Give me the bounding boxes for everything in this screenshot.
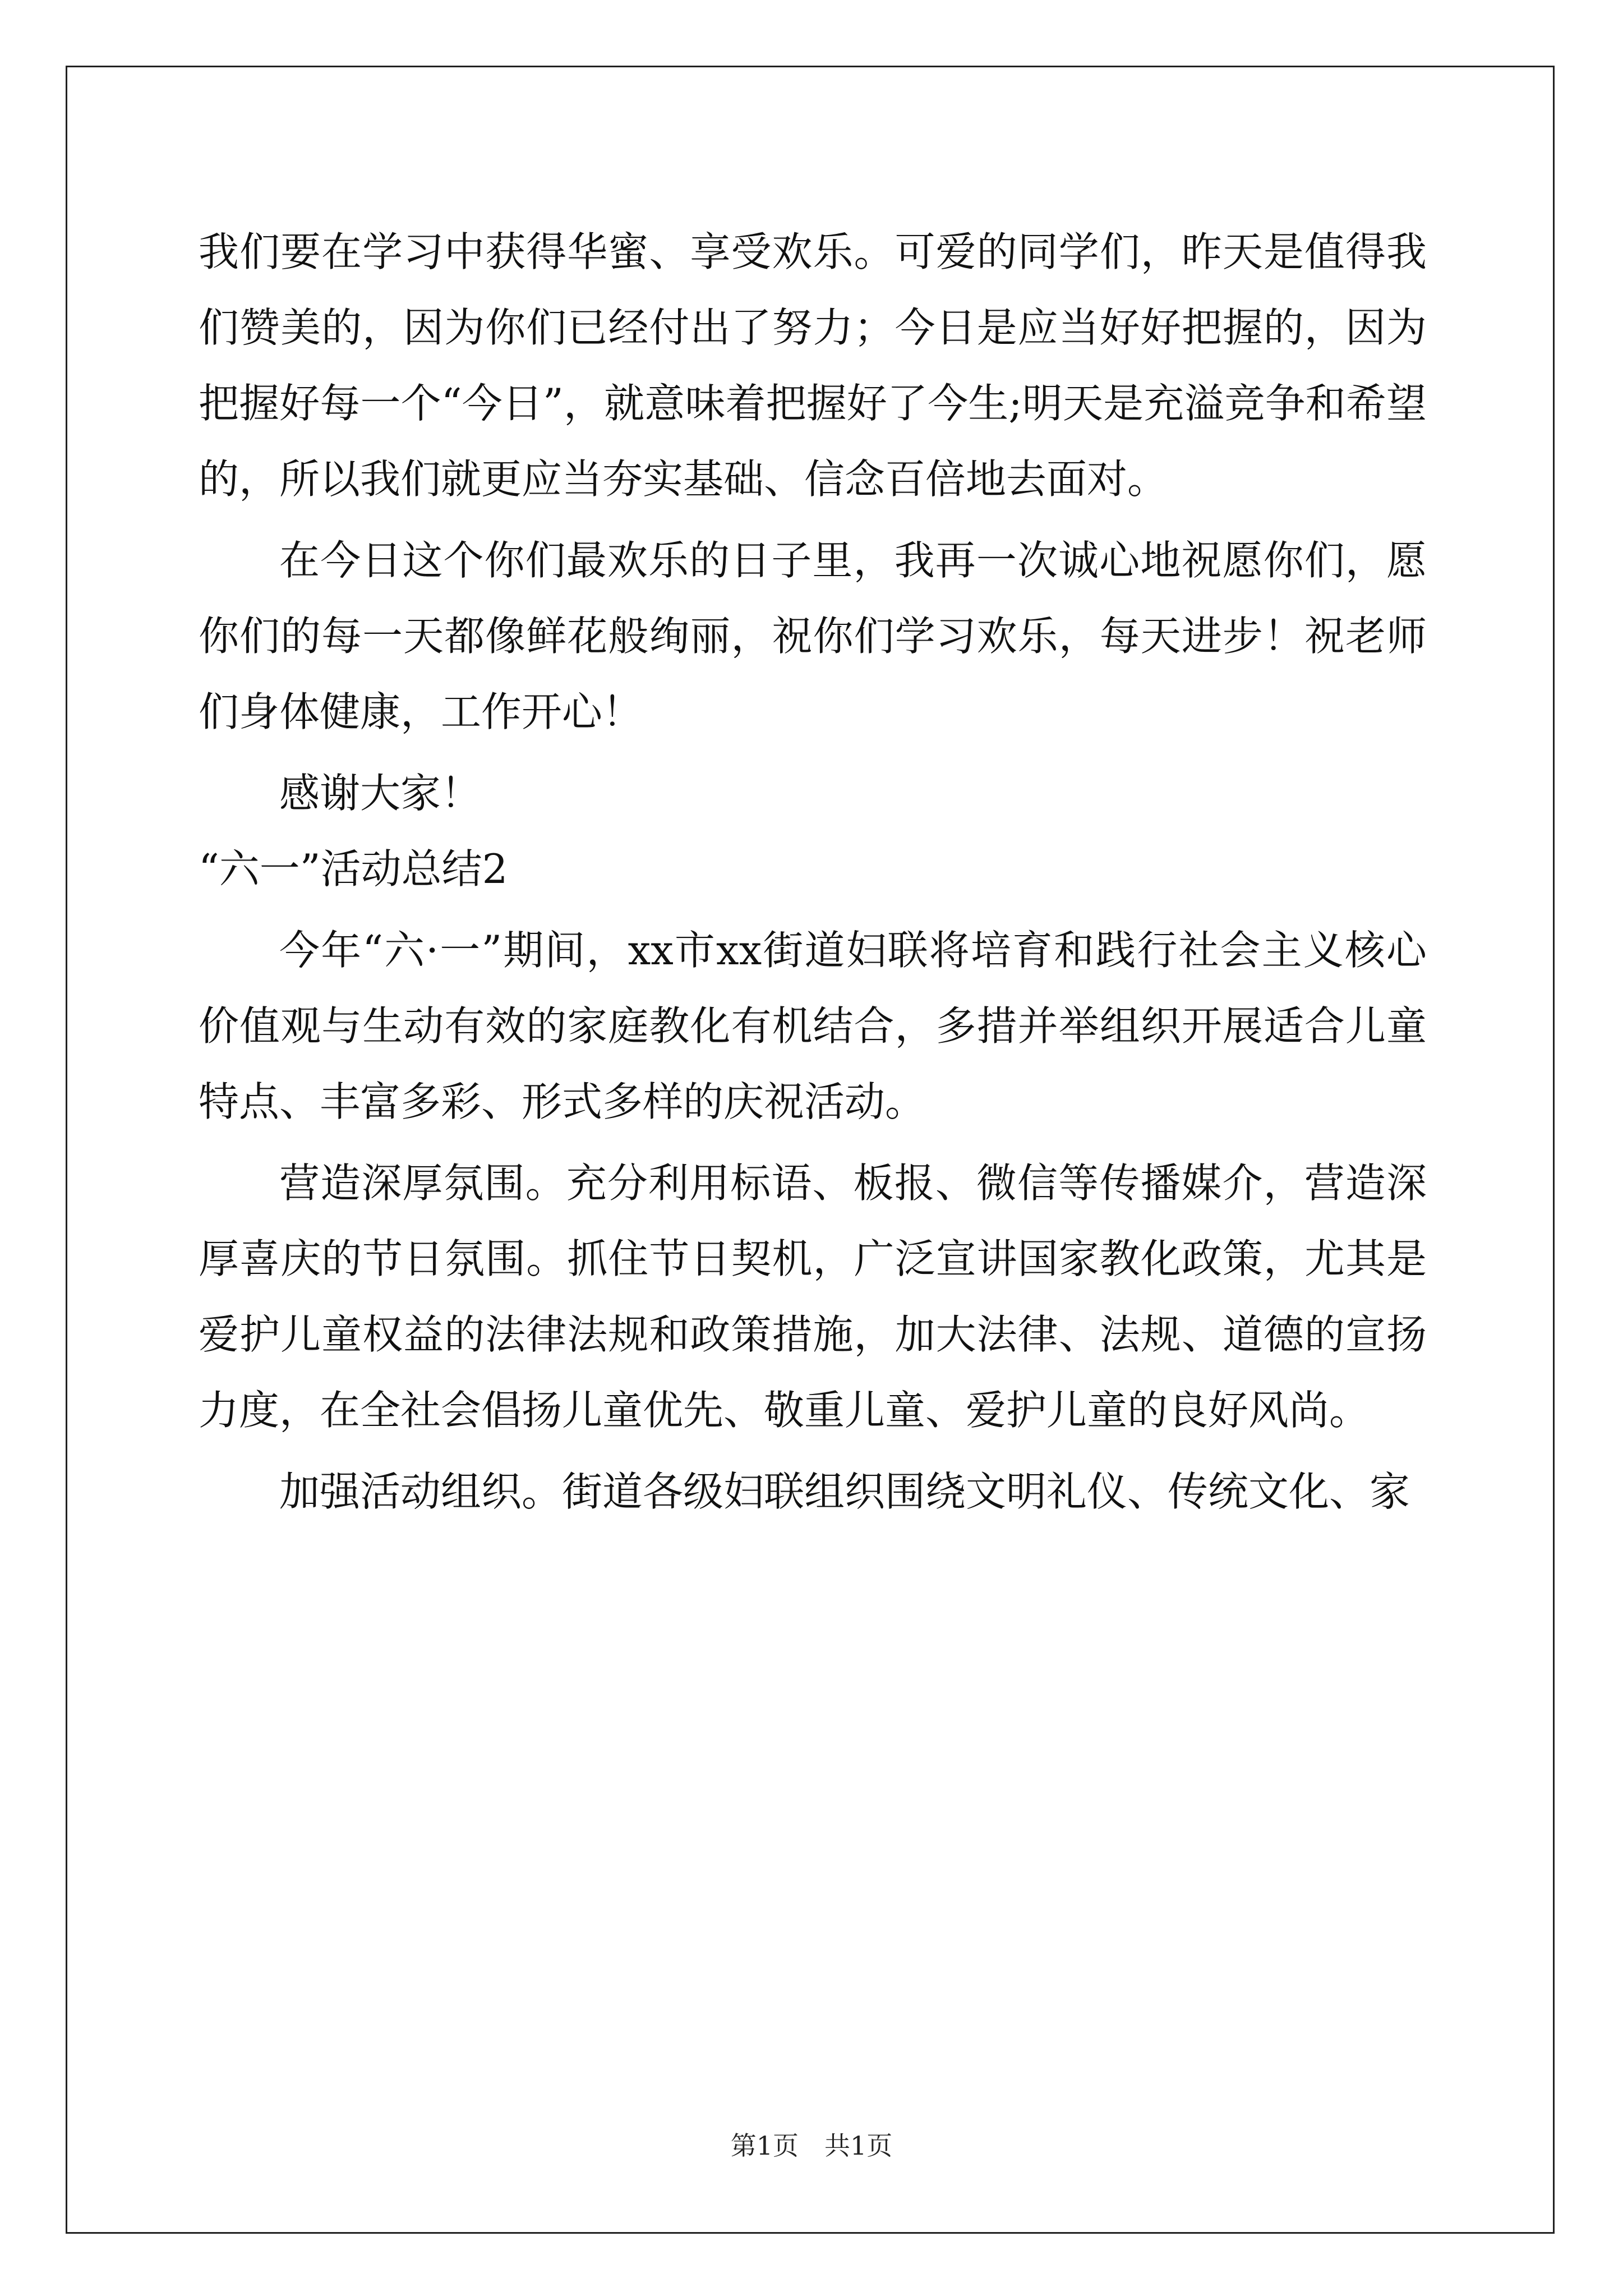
paragraph-intro: 今年“六·一”期间，xx市xx街道妇联将培育和践行社会主义核心价值观与生动有效的家庭教化有机结合，多措并举组织开展适合儿童特点、丰富多彩、形式多样的庆祝活动。 <box>199 927 1427 1125</box>
document-body <box>199 214 1427 1530</box>
paragraph-activities: 加强活动组织。街道各级妇联组织围绕文明礼仪、传统文化、家 <box>279 1468 1410 1515</box>
section-heading: “六一”活动总结2 <box>199 845 508 892</box>
paragraph-thanks: 感谢大家！ <box>279 770 482 817</box>
paragraph-blessing: 在今日这个你们最欢乐的日子里，我再一次诚心地祝愿你们，愿你们的每一天都像鲜花般绚丽，祝你们学习欢乐，每天进步！祝老师们身体健康，工作开心！ <box>199 537 1427 735</box>
page-footer: 第1页 共1页 <box>730 2131 893 2161</box>
paragraph-atmosphere: 营造深厚氛围。充分利用标语、板报、微信等传播媒介，营造深厚喜庆的节日氛围。抓住节日契机，广泛宣讲国家教化政策，尤其是爱护儿童权益的法律法规和政策措施，加大法律、法规、道德的宣扬力度，在全社会倡扬儿童优先、敬重儿童、爱护儿童的良好风尚。 <box>199 1159 1427 1434</box>
paragraph-continuation: 我们要在学习中获得华蜜、享受欢乐。可爱的同学们，昨天是值得我们赞美的，因为你们已经付出了努力；今日是应当好好把握的，因为把握好每一个“今日”，就意味着把握好了今生;明天是充溢竞争和希望的，所以我们就更应当夯实基础、信念百倍地去面对。 <box>199 228 1427 503</box>
